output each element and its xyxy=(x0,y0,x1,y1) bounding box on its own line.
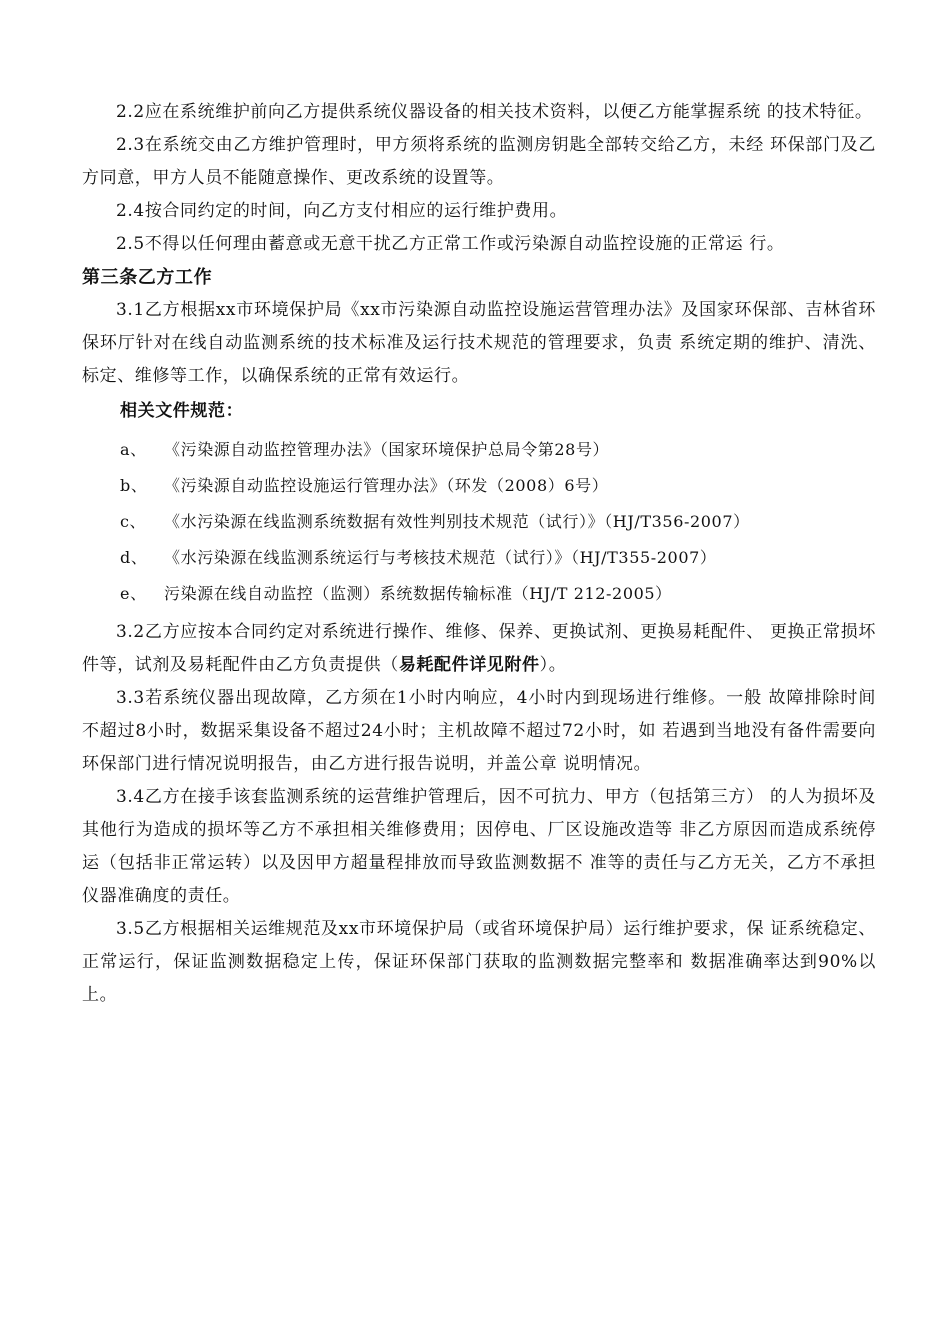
reference-text: 《水污染源在线监测系统数据有效性判别技术规范（试行）》（HJ/T356-2007） xyxy=(164,512,750,531)
reference-marker: b、 xyxy=(120,476,148,495)
clause-3-2 xyxy=(82,616,876,682)
clause-3-4: 3.4乙方在接手该套监测系统的运营维护管理后，因不可抗力、甲方（包括第三方） 的人为损坏及其他行为造成的损坏等乙方不承担相关维修费用；因停电、厂区设施改造等 非乙方原因而造成系统停运（包括非正常运转）以及因甲方超量程排放而导致监测数据不 准等的责任与乙方无关，乙方不承担仪器准确度的责任。 xyxy=(82,787,876,906)
clause-3-2-text: 3.2乙方应按本合同约定对系统进行操作、维修、保养、更换试剂、更换易耗配件、 更换正常损坏件等，试剂及易耗配件由乙方负责提供（ xyxy=(82,622,876,675)
reference-text: 《污染源自动监控管理办法》（国家环境保护总局令第28号） xyxy=(164,440,610,459)
reference-marker: d、 xyxy=(120,548,148,567)
reference-item-e xyxy=(82,576,876,612)
clause-2-3: 2.3在系统交由乙方维护管理时，甲方须将系统的监测房钥匙全部转交给乙方，未经 环保部门及乙方同意，甲方人员不能随意操作、更改系统的设置等。 xyxy=(82,135,876,188)
clause-3-2-bold-note: 易耗配件详见附件 xyxy=(398,655,540,675)
reference-marker: e、 xyxy=(120,584,147,603)
reference-text: 《污染源自动监控设施运行管理办法》（环发（2008）6号） xyxy=(164,476,609,495)
reference-item-b xyxy=(82,468,876,504)
section-3-title: 第三条乙方工作 xyxy=(82,267,213,288)
reference-item-d xyxy=(82,540,876,576)
reference-marker: c、 xyxy=(120,512,147,531)
reference-text: 《水污染源在线监测系统运行与考核技术规范（试行）》（HJ/T355-2007） xyxy=(164,548,717,567)
reference-list xyxy=(82,432,876,612)
reference-marker: a、 xyxy=(120,440,147,459)
clause-3-5: 3.5乙方根据相关运维规范及xx市环境保护局（或省环境保护局）运行维护要求，保 证系统稳定、正常运行，保证监测数据稳定上传，保证环保部门获取的监测数据完整率和 数据准确率达到90%以上。 xyxy=(82,919,876,1005)
clause-3-1: 3.1乙方根据xx市环境保护局《xx市污染源自动监控设施运营管理办法》及国家环保部、吉林省环保环厅针对在线自动监测系统的技术标准及运行技术规范的管理要求，负责 系统定期的维护、清洗、标定、维修等工作，以确保系统的正常有效运行。 xyxy=(82,300,876,386)
reference-item-c xyxy=(82,504,876,540)
reference-text: 污染源在线自动监控（监测）系统数据传输标准（HJ/T 212-2005） xyxy=(164,584,672,603)
clause-2-2: 2.2应在系统维护前向乙方提供系统仪器设备的相关技术资料，以便乙方能掌握系统 的技术特征。 xyxy=(116,102,873,122)
clause-3-3: 3.3若系统仪器出现故障，乙方须在1小时内响应，4小时内到现场进行维修。一般 故障排除时间不超过8小时，数据采集设备不超过24小时；主机故障不超过72小时，如 若遇到当地没有备件需要向环保部门进行情况说明报告，由乙方进行报告说明，并盖公章 说明情况。 xyxy=(82,688,876,774)
clause-2-4: 2.4按合同约定的时间，向乙方支付相应的运行维护费用。 xyxy=(116,201,568,221)
clause-3-2-end: ）。 xyxy=(539,655,567,675)
document-page xyxy=(82,96,876,1012)
clause-2-5: 2.5不得以任何理由蓄意或无意干扰乙方正常工作或污染源自动监控设施的正常运 行。 xyxy=(116,234,785,254)
references-title: 相关文件规范： xyxy=(120,401,244,421)
reference-item-a xyxy=(82,432,876,468)
